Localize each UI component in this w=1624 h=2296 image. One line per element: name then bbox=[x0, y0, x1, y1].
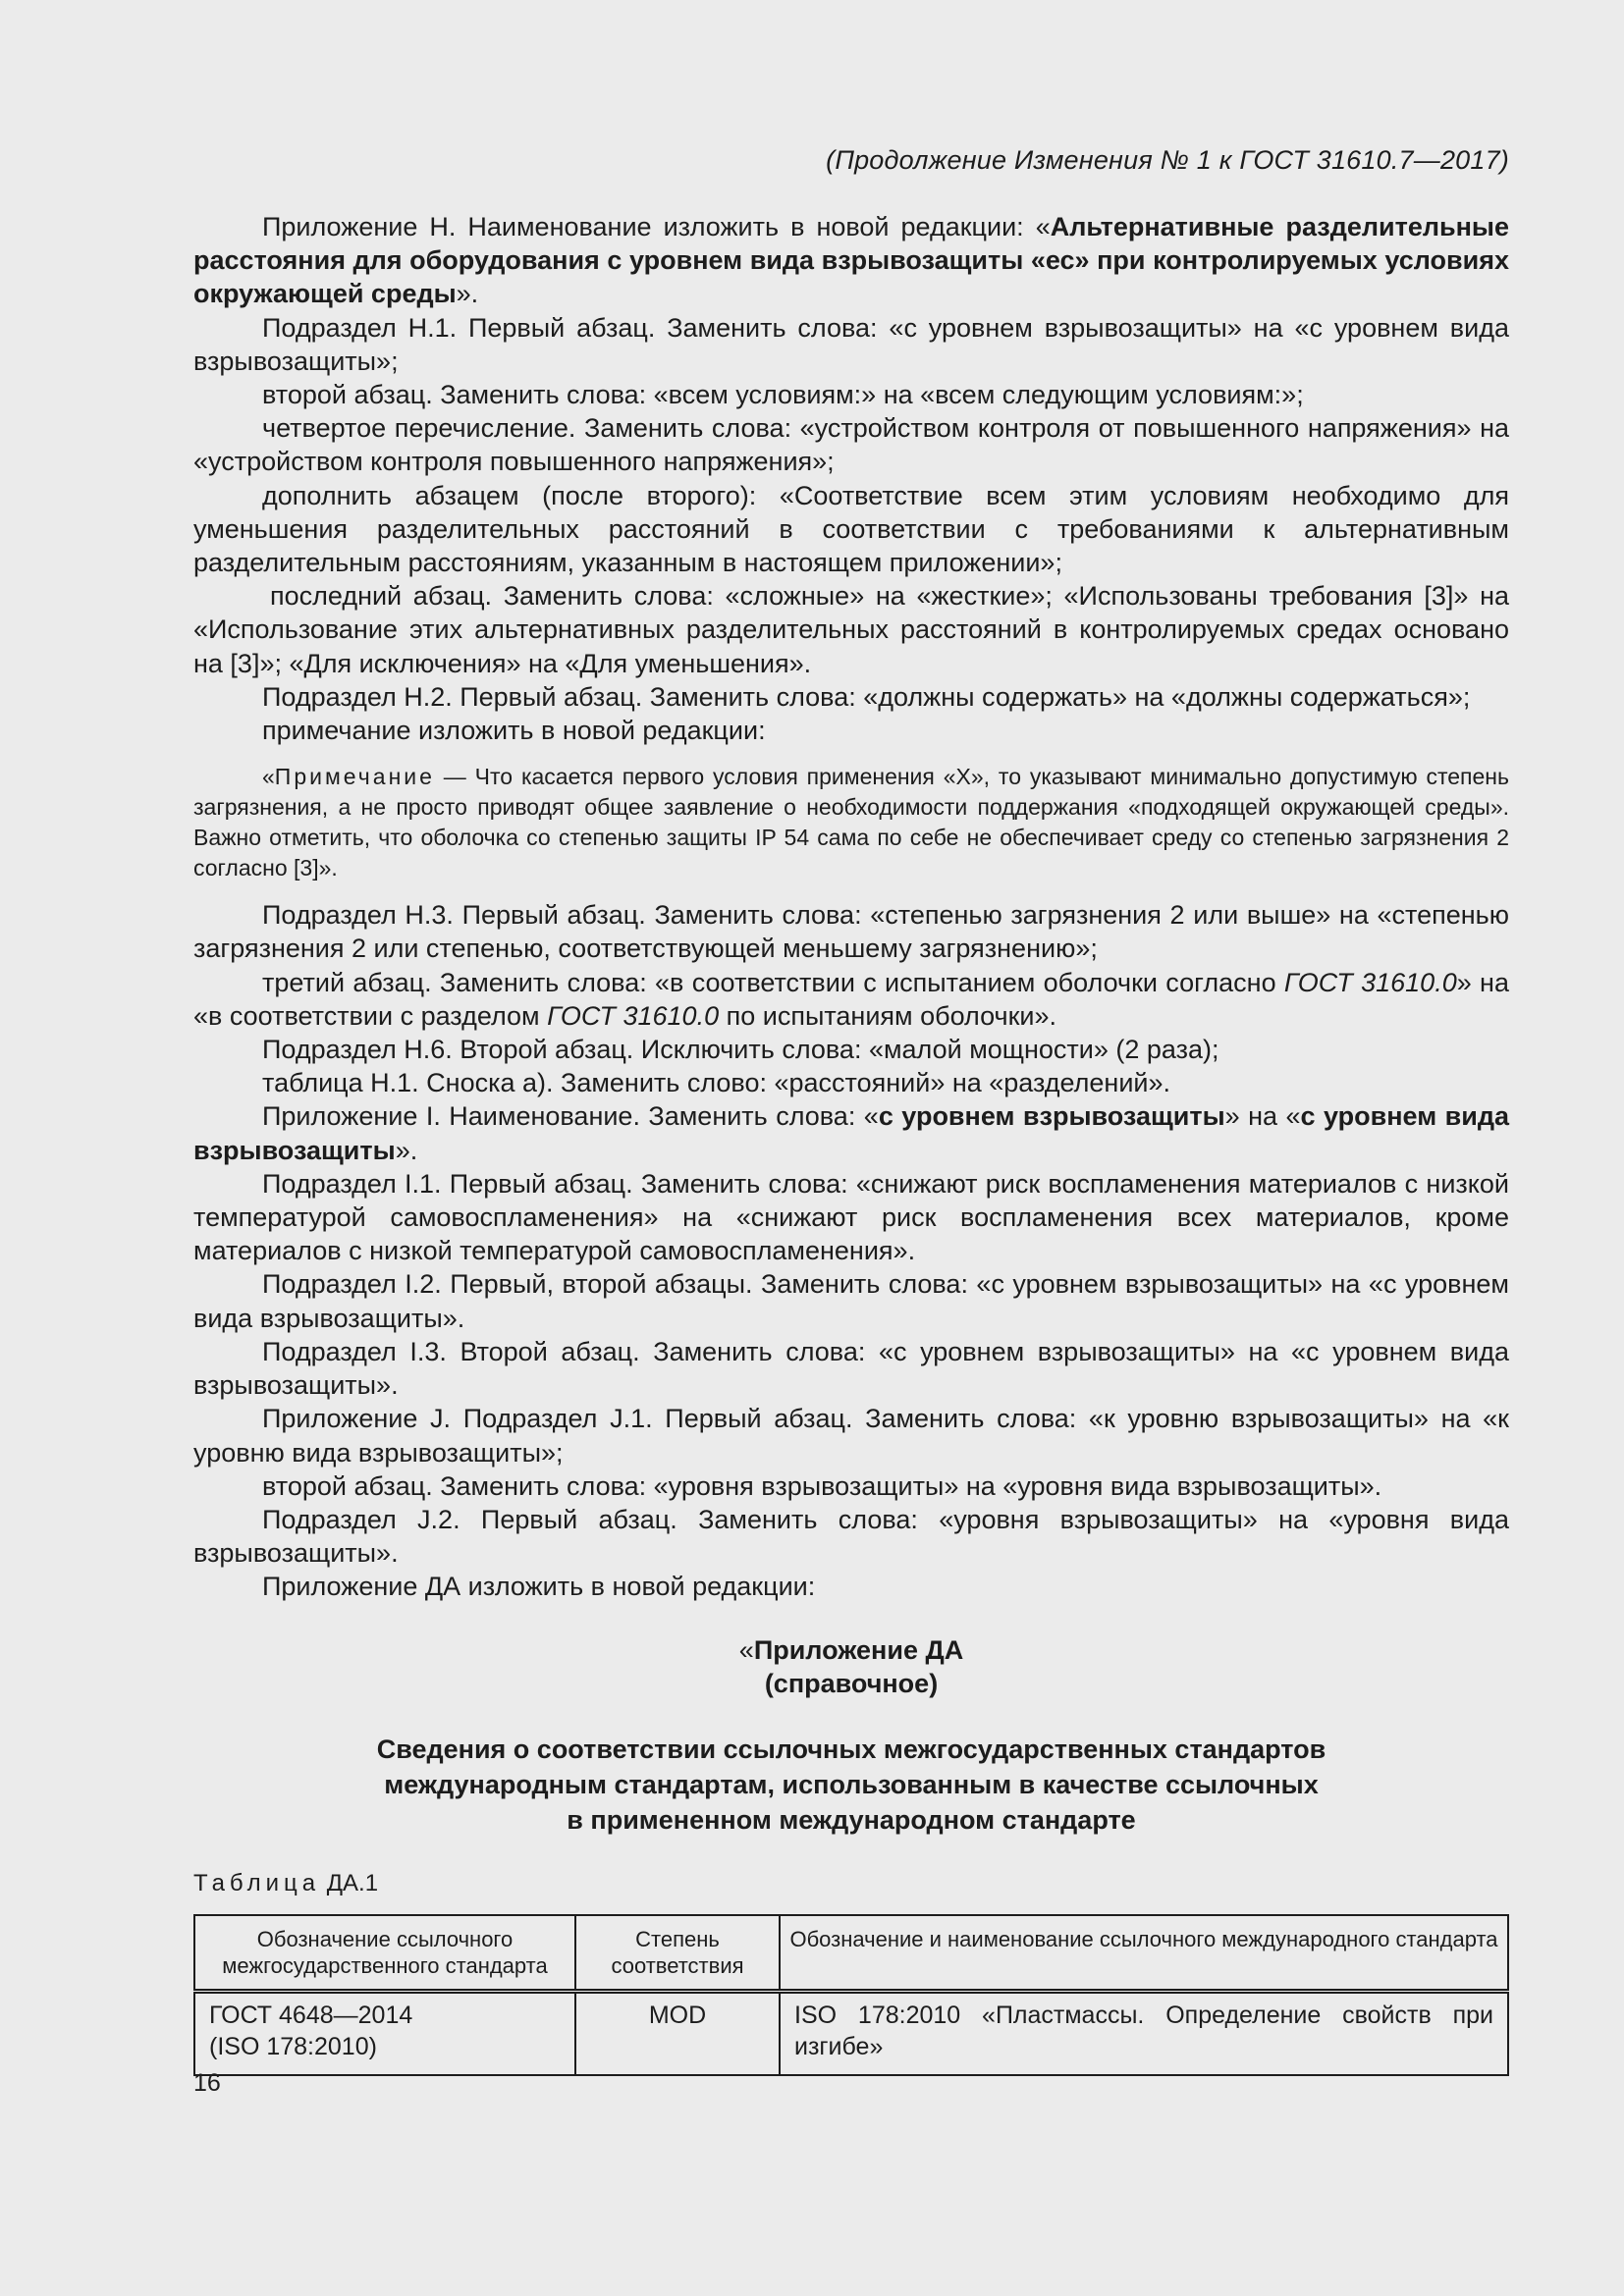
text-run: ». bbox=[456, 279, 479, 309]
italic-reference: ГОСТ 31610.0 bbox=[547, 1000, 720, 1031]
text-run: ». bbox=[395, 1135, 418, 1165]
paragraph bbox=[193, 1099, 1509, 1166]
text-run: » на «в соответствии с разделом bbox=[193, 967, 1509, 1031]
header-note: (Продолжение Изменения № 1 к ГОСТ 31610.7—2017) bbox=[826, 145, 1509, 175]
appendix-subtitle: (справочное) bbox=[764, 1668, 939, 1698]
paragraph: Подраздел Н.6. Второй абзац. Исключить слова: «малой мощности» (2 раза); bbox=[262, 1035, 1219, 1065]
cell-text: (ISO 178:2010) bbox=[209, 2033, 377, 2061]
paragraph: второй абзац. Заменить слова: «всем условиям:» на «всем следующим условиям:»; bbox=[262, 380, 1304, 410]
appendix-title-text: Приложение ДА bbox=[753, 1634, 964, 1665]
reference-table bbox=[193, 1914, 1509, 2076]
paragraph: последний абзац. Заменить слова: «сложные» на «жесткие»; «Использованы требования [3]» на «Использование этих альтернативных разделительных расстояний в контролируемых средах основано на [3]»; «Для исключения» на «Для уменьшения». bbox=[193, 581, 1509, 678]
paragraph: дополнить абзацем (после второго): «Соответствие всем этим условиям необходимо для уменьшения разделительных расстояний в соответствии с требованиями к альтернативным разделительным расстояниям, указанным в настоящем приложении»; bbox=[193, 480, 1509, 578]
note-text: — Что касается первого условия применения «X», то указывают минимально допустимую степень загрязнения, а не просто приводят общее заявление о необходимости поддержания «подходящей окружающей среды». Важно отметить, что оболочка со степенью защиты IP 54 сама по себе не обеспечивает среду со степенью загрязнения 2 согласно [3]». bbox=[193, 764, 1509, 881]
paragraph: Подраздел I.2. Первый, второй абзацы. Заменить слова: «с уровнем взрывозащиты» на «с уровнем вида взрывозащиты». bbox=[193, 1269, 1509, 1333]
bold-text: с уровнем вида взрывозащиты bbox=[193, 1101, 1509, 1165]
section-title bbox=[193, 1732, 1509, 1838]
body-text bbox=[193, 210, 1509, 2076]
table-caption-word: Таблица bbox=[193, 1869, 321, 1896]
note-paragraph bbox=[193, 762, 1509, 883]
cell-text: ГОСТ 4648—2014 bbox=[209, 2002, 413, 2030]
italic-reference: ГОСТ 31610.0 bbox=[1283, 967, 1457, 997]
column-header: Обозначение ссылочного межгосударственного стандарта bbox=[194, 1915, 575, 1992]
paragraph: Подраздел I.3. Второй абзац. Заменить слова: «с уровнем взрывозащиты» на «с уровнем вида взрывозащиты». bbox=[193, 1336, 1509, 1401]
table-header-row bbox=[194, 1915, 1508, 1992]
text-run: Приложение I. Наименование. Заменить слова: « bbox=[262, 1101, 879, 1132]
section-title-line: в примененном международном стандарте bbox=[567, 1804, 1136, 1835]
section-title-line: международным стандартам, использованным в качестве ссылочных bbox=[384, 1769, 1319, 1799]
appendix-quote: « bbox=[738, 1634, 754, 1665]
table-caption bbox=[193, 1867, 1509, 1900]
paragraph: Подраздел I.1. Первый абзац. Заменить слова: «снижают риск воспламенения материалов с низкой температурой самовоспламенения» на «снижают риск воспламенения всех материалов, кроме материалов с низкой температурой самовоспламенения». bbox=[193, 1168, 1509, 1266]
table-caption-id: ДА.1 bbox=[326, 1869, 379, 1896]
text-run: Приложение Н. Наименование изложить в новой редакции: « bbox=[262, 212, 1051, 241]
table-cell: ISO 178:2010 «Пластмассы. Определение свойств при изгибе» bbox=[780, 1992, 1508, 2076]
paragraph: Подраздел J.2. Первый абзац. Заменить слова: «уровня взрывозащиты» на «уровня вида взрывозащиты». bbox=[193, 1504, 1509, 1569]
table-cell: MOD bbox=[575, 1992, 780, 2076]
note-quote: « bbox=[262, 764, 275, 790]
paragraph: Приложение ДА изложить в новой редакции: bbox=[262, 1572, 816, 1602]
paragraph bbox=[193, 210, 1509, 311]
column-header: Степень соответствия bbox=[575, 1915, 780, 1992]
text-run: по испытаниям оболочки». bbox=[719, 1000, 1056, 1031]
paragraph: примечание изложить в новой редакции: bbox=[262, 716, 766, 746]
paragraph: четвертое перечисление. Заменить слова: «устройством контроля от повышенного напряжения» на «устройством контроля повышенного напряжения»; bbox=[193, 413, 1509, 477]
table-row bbox=[194, 1992, 1508, 2076]
text-run: » на « bbox=[1224, 1101, 1301, 1132]
text-run: третий абзац. Заменить слова: «в соответствии с испытанием оболочки согласно bbox=[262, 967, 1284, 997]
column-header: Обозначение и наименование ссылочного международного стандарта bbox=[780, 1915, 1508, 1992]
bold-text: Альтернативные разделительные расстояния для оборудования с уровнем вида взрывозащиты «ес» при контролируемых условиях окружающей среды bbox=[193, 212, 1510, 309]
document-page bbox=[193, 0, 1509, 2296]
paragraph: Подраздел Н.3. Первый абзац. Заменить слова: «степенью загрязнения 2 или выше» на «степенью загрязнения 2 или степенью, соответствующей меньшему загрязнению»; bbox=[193, 900, 1509, 964]
bold-text: с уровнем взрывозащиты bbox=[878, 1101, 1225, 1132]
note-label: Примечание bbox=[274, 764, 435, 790]
paragraph: Приложение J. Подраздел J.1. Первый абзац. Заменить слова: «к уровню взрывозащиты» на «к уровню вида взрывозащиты»; bbox=[193, 1404, 1509, 1468]
appendix-title bbox=[193, 1633, 1509, 1700]
paragraph: таблица Н.1. Сноска а). Заменить слово: «расстояний» на «разделений». bbox=[262, 1068, 1171, 1098]
paragraph: Подраздел Н.1. Первый абзац. Заменить слова: «с уровнем взрывозащиты» на «с уровнем вида взрывозащиты»; bbox=[193, 312, 1509, 376]
paragraph: Подраздел Н.2. Первый абзац. Заменить слова: «должны содержать» на «должны содержаться»; bbox=[262, 681, 1471, 712]
page-number: 16 bbox=[193, 2069, 221, 2097]
table-cell bbox=[194, 1992, 575, 2076]
section-title-line: Сведения о соответствии ссылочных межгосударственных стандартов bbox=[376, 1734, 1326, 1764]
paragraph bbox=[193, 966, 1509, 1033]
paragraph: второй абзац. Заменить слова: «уровня взрывозащиты» на «уровня вида взрывозащиты». bbox=[262, 1470, 1382, 1501]
